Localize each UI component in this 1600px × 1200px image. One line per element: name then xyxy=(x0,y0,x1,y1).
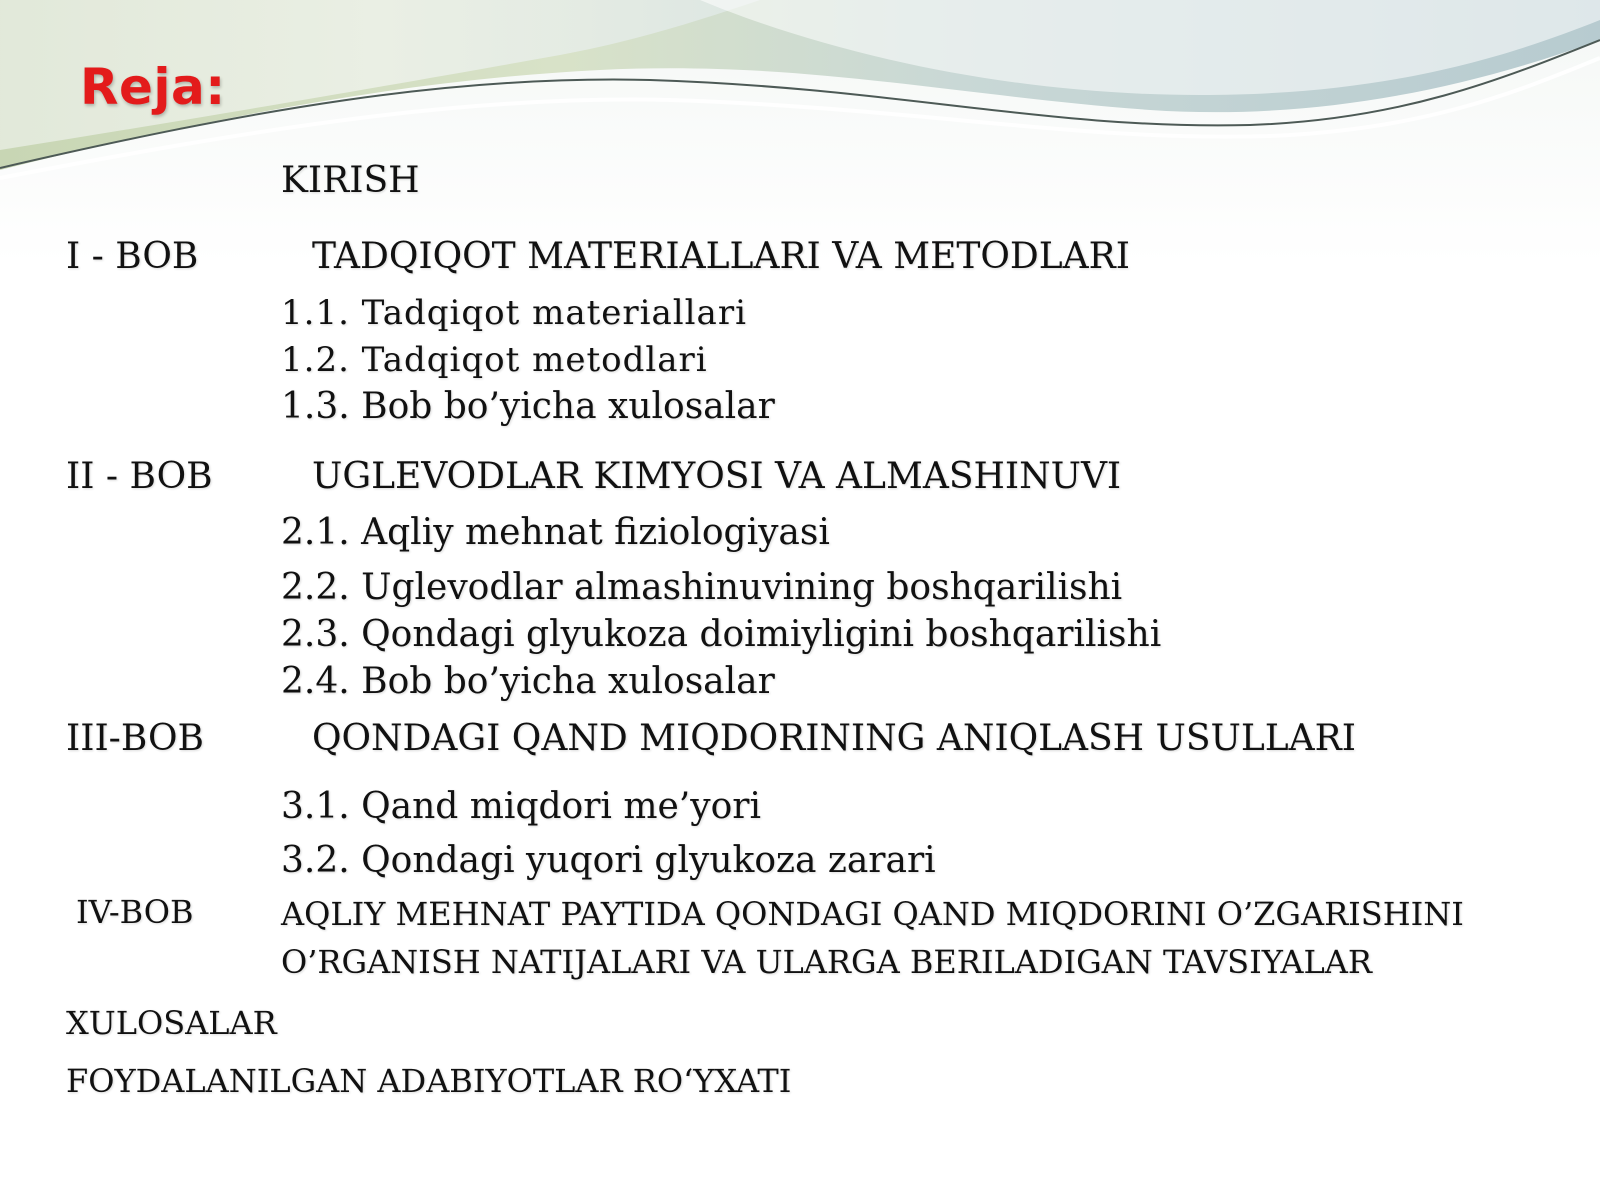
section-2-1: 2.1. Aqliy mehnat fiziologiyasi xyxy=(281,512,830,553)
section-3-2: 3.2. Qondagi yuqori glyukoza zarari xyxy=(281,840,936,881)
section-2-3: 2.3. Qondagi glyukoza doimiyligini boshqarilishi xyxy=(281,614,1162,655)
section-2-2: 2.2. Uglevodlar almashinuvining boshqarilishi xyxy=(281,567,1123,608)
chapter-1-title: TADQIQOT MATERIALLARI VA METODLARI xyxy=(312,236,1130,277)
intro-heading: KIRISH xyxy=(281,160,420,201)
section-3-1: 3.1. Qand miqdori me’yori xyxy=(281,786,761,827)
chapter-3-title: QONDAGI QAND MIQDORINING ANIQLASH USULLARI xyxy=(312,718,1356,759)
slide-title: Reja: xyxy=(80,58,226,116)
chapter-2-title: UGLEVODLAR KIMYOSI VA ALMASHINUVI xyxy=(312,456,1122,497)
chapter-4-label: IV-BOB xyxy=(76,893,194,931)
header-wave-decoration xyxy=(0,0,1600,200)
chapter-2-label: II - BOB xyxy=(66,456,213,497)
section-1-1: 1.1. Tadqiqot materiallari xyxy=(281,293,747,333)
chapter-3-label: III-BOB xyxy=(66,718,204,759)
references-heading: FOYDALANILGAN ADABIYOTLAR RO‘YXATI xyxy=(66,1062,792,1100)
chapter-4-title-line-1: AQLIY MEHNAT PAYTIDA QONDAGI QAND MIQDORINI O’ZGARISHINI xyxy=(281,895,1464,933)
section-2-4: 2.4. Bob bo’yicha xulosalar xyxy=(281,661,775,702)
section-1-3: 1.3. Bob bo’yicha xulosalar xyxy=(281,386,775,427)
section-1-2: 1.2. Tadqiqot metodlari xyxy=(281,340,708,380)
chapter-4-title-line-2: O’RGANISH NATIJALARI VA ULARGA BERILADIGAN TAVSIYALAR xyxy=(281,943,1372,981)
chapter-1-label: I - BOB xyxy=(66,236,199,277)
conclusions-heading: XULOSALAR xyxy=(66,1004,277,1042)
